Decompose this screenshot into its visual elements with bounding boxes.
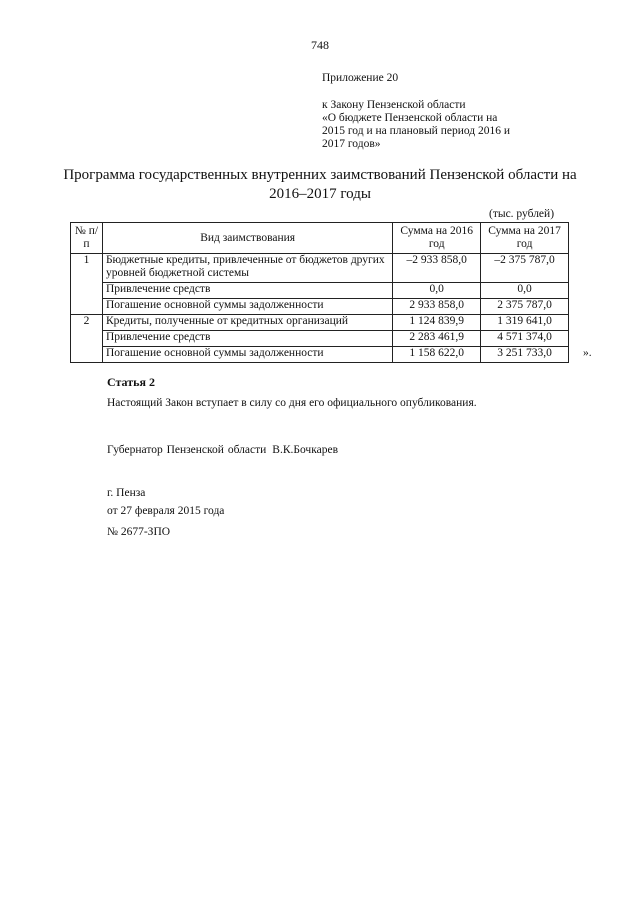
table-row bbox=[71, 283, 569, 299]
header-kind: Вид заимствования bbox=[102, 223, 392, 254]
program-title: Программа государственных внутренних заимствований Пензенской области на 2016–2017 годы bbox=[63, 167, 577, 202]
appendix-title: Приложение 20 bbox=[322, 72, 399, 84]
closing-quote: ». bbox=[583, 347, 592, 359]
row-value-2016: 1 124 839,9 bbox=[393, 315, 481, 331]
row-value-2017: 1 319 641,0 bbox=[481, 315, 569, 331]
row-value-2016: 0,0 bbox=[393, 283, 481, 299]
header-num: № п/п bbox=[71, 223, 103, 254]
appendix-ref-line: к Закону Пензенской области bbox=[322, 99, 466, 111]
article-text: Настоящий Закон вступает в силу со дня его официального опубликования. bbox=[107, 397, 477, 409]
governor-position: Губернатор Пензенской области bbox=[107, 444, 267, 456]
row-value-2017: 4 571 374,0 bbox=[481, 331, 569, 347]
law-number: № 2677-ЗПО bbox=[107, 526, 171, 538]
appendix-ref-line: 2017 годов» bbox=[322, 138, 381, 150]
article-heading: Статья 2 bbox=[107, 375, 155, 389]
borrowing-program-table bbox=[70, 222, 569, 363]
header-sum-2016: Сумма на 2016 год bbox=[393, 223, 481, 254]
row-number: 1 bbox=[71, 254, 103, 315]
row-value-2016: 1 158 622,0 bbox=[393, 347, 481, 363]
table-row bbox=[71, 299, 569, 315]
appendix-ref-line: «О бюджете Пензенской области на bbox=[322, 112, 498, 124]
table-row bbox=[71, 331, 569, 347]
row-value-2017: 2 375 787,0 bbox=[481, 299, 569, 315]
header-sum-2017: Сумма на 2017 год bbox=[481, 223, 569, 254]
row-name: Погашение основной суммы задолженности bbox=[102, 299, 392, 315]
row-value-2016: 2 283 461,9 bbox=[393, 331, 481, 347]
table-header-row bbox=[71, 223, 569, 254]
table-row bbox=[71, 347, 569, 363]
appendix-reference bbox=[322, 99, 562, 151]
row-value-2016: –2 933 858,0 bbox=[393, 254, 481, 283]
row-name: Привлечение средств bbox=[102, 283, 392, 299]
unit-note: (тыс. рублей) bbox=[489, 208, 555, 220]
page-number: 748 bbox=[311, 38, 329, 52]
row-value-2017: –2 375 787,0 bbox=[481, 254, 569, 283]
law-date: от 27 февраля 2015 года bbox=[107, 505, 225, 517]
table-row bbox=[71, 254, 569, 283]
governor-signature bbox=[107, 444, 338, 456]
row-value-2016: 2 933 858,0 bbox=[393, 299, 481, 315]
row-name: Бюджетные кредиты, привлеченные от бюджетов других уровней бюджетной системы bbox=[102, 254, 392, 283]
row-value-2017: 0,0 bbox=[481, 283, 569, 299]
table-row bbox=[71, 315, 569, 331]
appendix-ref-line: 2015 год и на плановый период 2016 и bbox=[322, 125, 511, 137]
row-name: Кредиты, полученные от кредитных организаций bbox=[102, 315, 392, 331]
city: г. Пенза bbox=[107, 487, 146, 499]
row-name: Привлечение средств bbox=[102, 331, 392, 347]
row-value-2017: 3 251 733,0 bbox=[481, 347, 569, 363]
row-name: Погашение основной суммы задолженности bbox=[102, 347, 392, 363]
row-number: 2 bbox=[71, 315, 103, 363]
governor-name: В.К.Бочкарев bbox=[272, 444, 339, 456]
